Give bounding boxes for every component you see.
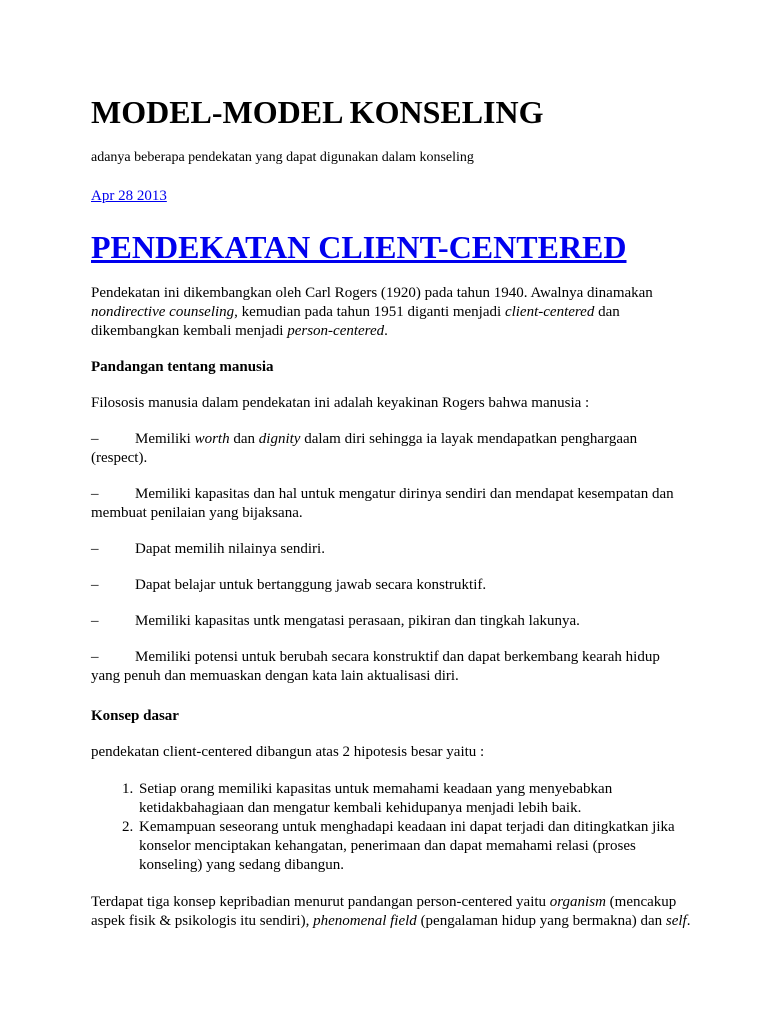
intro-emphasis-client-centered: client-centered [504, 304, 595, 320]
item-emphasis-dignity: dignity [258, 431, 301, 447]
post-title-link[interactable]: PENDEKATAN CLIENT-CENTERED [91, 229, 627, 265]
hypothesis-item: 2. Kemampuan seseorang untuk menghadapi keadaan ini dapat terjadi dan ditingkatkan jika konselor menciptakan kehangatan, penerimaan dan dapat memahami relasi (proses konseling) yang sedang dibangun. [137, 818, 691, 875]
closing-emphasis-phenomenal-field: phenomenal field [313, 913, 417, 929]
dash-list-item [91, 430, 691, 468]
item-text: Memiliki [135, 431, 195, 447]
dash-bullet: – [91, 649, 99, 665]
intro-text-4: . [384, 323, 388, 339]
intro-text-1: Pendekatan ini dikembangkan oleh Carl Rogers (1920) pada tahun 1940. Awalnya dinamakan [91, 285, 653, 301]
intro-text-3: dan dikembangkan kembali menjadi [91, 304, 620, 339]
dash-bullet: – [91, 613, 99, 629]
closing-text: . [686, 913, 691, 929]
item-text: dan [229, 431, 259, 447]
item-text: Dapat memilih nilainya sendiri. [135, 541, 325, 557]
site-title: MODEL-MODEL KONSELING [91, 94, 544, 130]
intro-emphasis-person-centered: person-centered [287, 323, 385, 339]
item-text: Memiliki potensi untuk berubah secara konstruktif dan dapat berkembang kearah hidup yang penuh dan memuaskan dengan kata lain aktualisasi diri. [91, 649, 660, 684]
item-text: Dapat belajar untuk bertanggung jawab secara konstruktif. [135, 577, 487, 593]
dash-bullet: – [91, 486, 99, 502]
dash-bullet: – [91, 577, 99, 593]
item-text: dalam diri sehingga ia layak mendapatkan penghargaan (respect). [91, 431, 638, 466]
dash-list-item [91, 485, 691, 523]
item-text: Memiliki kapasitas dan hal untuk mengatur dirinya sendiri dan mendapat kesempatan dan membuat penilaian yang bijaksana. [91, 486, 674, 521]
dash-list-item [91, 648, 691, 686]
section-heading-konsep-dasar: Konsep dasar [91, 708, 179, 724]
dash-list-item [91, 540, 691, 559]
item-text: Memiliki kapasitas untk mengatasi perasaan, pikiran dan tingkah lakunya. [135, 613, 580, 629]
section-lead-filosofis: Filososis manusia dalam pendekatan ini adalah keyakinan Rogers bahwa manusia : [91, 395, 590, 411]
post-title [91, 227, 691, 267]
closing-paragraph [91, 893, 691, 931]
closing-emphasis-self: self [665, 913, 687, 929]
intro-paragraph [91, 284, 691, 341]
hypotheses-list [91, 780, 691, 875]
section-lead-hipotesis: pendekatan client-centered dibangun atas 2 hipotesis besar yaitu : [91, 744, 485, 760]
intro-text-2: , kemudian pada tahun 1951 diganti menjadi [234, 304, 505, 320]
hypothesis-item: 1. Setiap orang memiliki kapasitas untuk memahami keadaan yang menyebabkan ketidakbahagiaan dan mengatur kembali kehidupanya menjadi lebih baik. [137, 780, 691, 818]
closing-text: Terdapat tiga konsep kepribadian menurut pandangan person-centered yaitu [91, 894, 550, 910]
post-date-link[interactable]: Apr 28 2013 [91, 188, 167, 204]
closing-emphasis-organism: organism [549, 894, 606, 910]
site-tagline: adanya beberapa pendekatan yang dapat digunakan dalam konseling [91, 150, 474, 165]
closing-text: (mencakup aspek fisik & psikologis itu sendiri), [91, 894, 677, 929]
item-emphasis-worth: worth [194, 431, 230, 447]
section-heading-pandangan: Pandangan tentang manusia [91, 359, 274, 375]
dash-list-item [91, 576, 691, 595]
intro-emphasis-nondirective: nondirective counseling [91, 304, 235, 320]
post-content [91, 92, 691, 931]
closing-text: (pengalaman hidup yang bermakna) dan [416, 913, 666, 929]
dash-bullet: – [91, 431, 99, 447]
dash-list-item [91, 612, 691, 631]
dash-bullet: – [91, 541, 99, 557]
